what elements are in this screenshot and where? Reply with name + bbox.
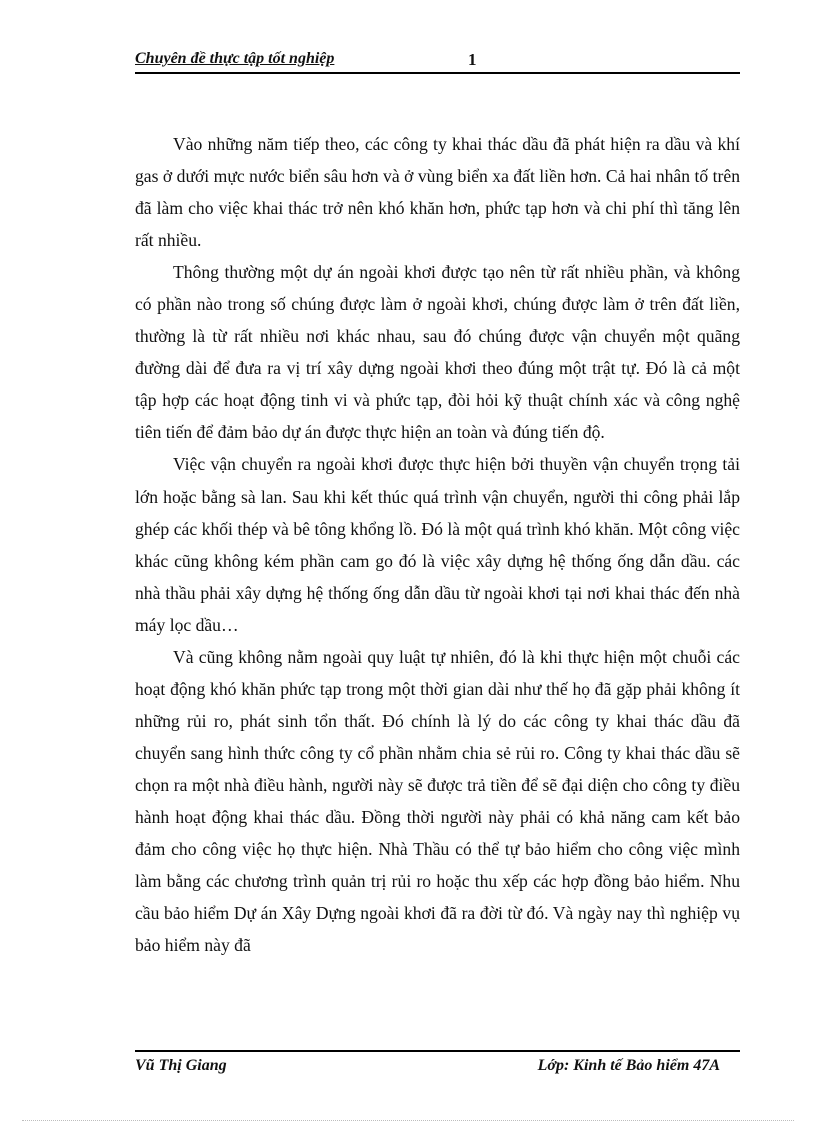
body-text: [135, 128, 740, 961]
footer-author: Vũ Thị Giang: [135, 1057, 227, 1074]
paragraph: Việc vận chuyển ra ngoài khơi được thực hiện bởi thuyền vận chuyển trọng tải lớn hoặc bằng sà lan. Sau khi kết thúc quá trình vận chuyển, người thi công phải lắp ghép các khối thép và bê tông khổng lồ. Đó là một quá trình khó khăn. Một công việc khác cũng không kém phần cam go đó là việc xây dựng hệ thống ống dẫn dầu. các nhà thầu phải xây dựng hệ thống ống dẫn dầu từ ngoài khơi tại nơi khai thác đến nhà máy lọc dầu…: [135, 454, 740, 635]
page-number: 1: [468, 50, 477, 69]
footer-class-label: Lớp: Kinh tế Bảo hiểm 47A: [537, 1057, 720, 1074]
paragraph: Thông thường một dự án ngoài khơi được tạo nên từ rất nhiều phần, và không có phần nào trong số chúng được làm ở ngoài khơi, chúng được làm ở trên đất liền, thường là từ rất nhiều nơi khác nhau, sau đó chúng được vận chuyển một quãng đường dài để đưa ra vị trí xây dựng ngoài khơi theo đúng một trật tự. Đó là cả một tập hợp các hoạt động tinh vi và phức tạp, đòi hỏi kỹ thuật chính xác và công nghệ tiên tiến để đảm bảo dự án được thực hiện an toàn và đúng tiến độ.: [135, 262, 740, 443]
page-header: [135, 48, 740, 74]
paragraph: Và cũng không nằm ngoài quy luật tự nhiên, đó là khi thực hiện một chuỗi các hoạt động khó khăn phức tạp trong một thời gian dài như thế họ đã gặp phải không ít những rủi ro, phát sinh tổn thất. Đó chính là lý do các công ty khai thác dầu đã chuyển sang hình thức công ty cổ phần nhằm chia sẻ rủi ro. Công ty khai thác dầu sẽ chọn ra một nhà điều hành, người này sẽ được trả tiền để sẽ đại diện cho công ty điều hành hoạt động khai thác dầu. Đồng thời người này phải có khả năng cam kết bảo đảm cho công việc họ thực hiện. Nhà Thầu có thể tự bảo hiểm cho công việc mình làm bằng các chương trình quản trị rủi ro hoặc thu xếp các hợp đồng bảo hiểm. Nhu cầu bảo hiểm Dự án Xây Dựng ngoài khơi đã ra đời từ đó. Và ngày nay thì nghiệp vụ bảo hiểm này đã: [135, 646, 740, 956]
header-title: Chuyên đề thực tập tốt nghiệp: [135, 50, 335, 67]
page-bottom-edge: [22, 1120, 794, 1121]
page-footer: [135, 1050, 740, 1082]
paragraph: Vào những năm tiếp theo, các công ty khai thác dầu đã phát hiện ra dầu và khí gas ở dưới mực nước biển sâu hơn và ở vùng biển xa đất liền hơn. Cả hai nhân tố trên đã làm cho việc khai thác trở nên khó khăn hơn, phức tạp hơn và chi phí thì tăng lên rất nhiều.: [135, 134, 740, 251]
